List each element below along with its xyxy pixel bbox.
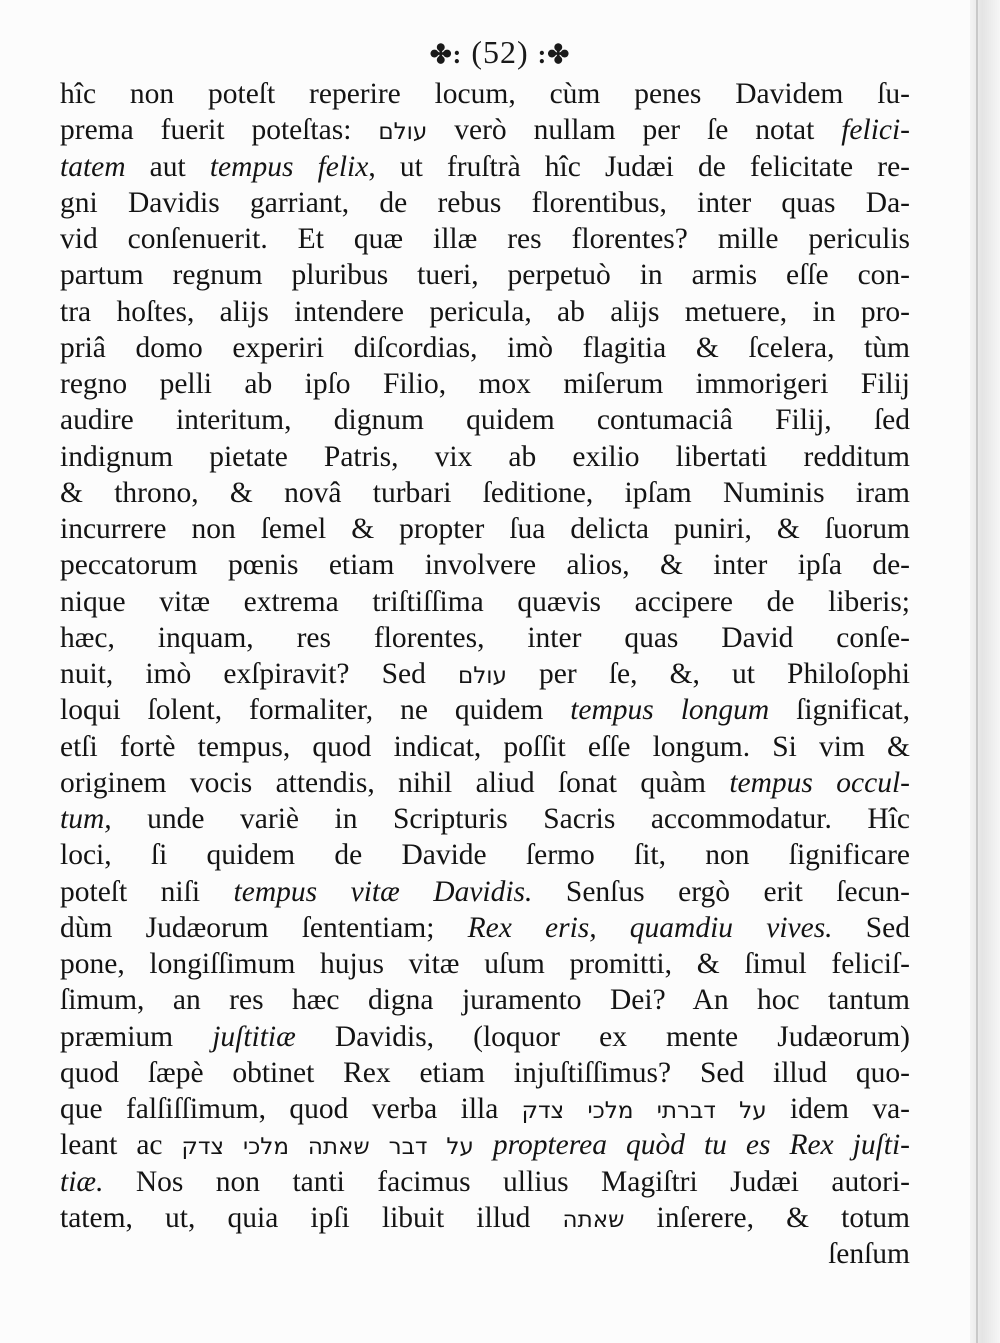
text-line [60,584,910,620]
text-line [60,837,910,873]
text-span: præmium [60,1020,213,1053]
hebrew-text: עולם [378,119,428,146]
text-line [60,1200,910,1236]
text-span: unde variè in Scripturis Sacris accommodatur. Hîc [111,803,910,835]
text-span: gni Davidis garriant, de rebus florentibus, inter quas Da- [60,186,910,219]
text-line [60,76,910,112]
text-span: & throno, & novâ turbari ſeditione, ipſam Numinis iram [60,476,910,509]
header-ornament-right: :✤ [537,40,571,69]
text-line [60,1019,910,1055]
text-span: poteſt niſi [60,875,234,908]
hebrew-text: על דברתי מלכי צדק [521,1098,767,1124]
text-span: per ſe, &, ut Philoſophi [506,658,910,690]
text-span: partum regnum pluribus tueri, perpetuò in armis eſſe con- [60,259,910,292]
text-span: leant ac [60,1129,182,1162]
text-span [474,1129,493,1161]
text-line [60,656,910,692]
text-span: hæc, inquam, res florentes, inter quas David conſe- [60,621,910,654]
text-line [60,330,910,366]
hebrew-text: שאתה [562,1206,625,1233]
text-line [60,294,910,330]
text-span: loci, ſi quidem de Davide ſermo ſit, non ſignificare [60,839,910,872]
italic-text: tatem [60,150,126,183]
text-line [60,982,910,1018]
italic-text: tempus occul- [729,766,910,799]
text-line [60,257,910,293]
text-span: prema fuerit poteſtas: [60,114,379,147]
text-line [60,1127,910,1163]
italic-text: tiæ. [60,1165,104,1198]
text-line [60,439,910,475]
text-span: originem vocis attendis, nihil aliud ſonat quàm [60,766,730,799]
text-line [60,1164,910,1200]
text-line [60,366,910,402]
text-span: verò nullam per ſe notat [427,114,842,147]
text-line [60,1055,910,1091]
page-edge-line [976,0,978,1343]
text-span: Nos non tanti facimus ullius Magiſtri Judæi autori- [103,1165,910,1198]
text-span: inſerere, & totum [624,1201,910,1234]
text-line [60,692,910,728]
text-span: dùm Judæorum ſententiam; [60,911,468,944]
header-ornament-left: ✤: [429,40,463,69]
text-span: ſimum, an res hæc digna juramento Dei? An hoc tantum [60,984,910,1017]
italic-text: propterea quòd tu es Rex juſti- [492,1129,910,1162]
text-span: tatem, ut, quia ipſi libuit illud [60,1201,563,1234]
text-span: regno pelli ab ipſo Filio, mox miſerum immorigeri Filij [60,368,910,400]
text-span: hîc non poteſt reperire locum, cùm penes Davidem ſu- [60,78,910,110]
text-line [60,511,910,547]
text-line [60,547,910,583]
text-line [60,874,910,910]
text-line [60,765,910,801]
text-span: incurrere non ſemel & propter ſua delicta puniri, & ſuorum [60,513,910,545]
text-line [60,149,910,185]
text-line [60,1236,910,1272]
text-line [60,221,910,257]
text-line [60,402,910,438]
text-span: , ut fruſtrà hîc Judæi de felicitate re- [368,150,910,183]
text-span: que falſiſſimum, quod verba illa [60,1093,522,1125]
text-span: audire interitum, dignum quidem contumaciâ Filij, ſed [60,404,910,437]
text-span: tra hoſtes, alijs intendere pericula, ab alijs metuere, in pro- [60,295,910,328]
text-span: idem va- [766,1093,910,1125]
body-text [60,76,910,1272]
text-span: quod ſæpè obtinet Rex etiam injuſtiſſimus? Sed illud quo- [60,1056,910,1089]
text-span: aut [125,150,210,183]
text-span: loqui ſolent, formaliter, ne quidem [60,694,571,727]
text-span: vid conſenuerit. Et quæ illæ res florentes? mille periculis [60,223,910,255]
text-span: pone, longiſſimum hujus vitæ uſum promitti, & ſimul feliciſ- [60,948,910,980]
hebrew-text: על דבר שאתה מלכי צדק [181,1134,474,1161]
italic-text: tempus longum [570,694,770,727]
italic-text: tempus felix [209,150,369,183]
text-line [60,620,910,656]
text-span: etſi fortè tempus, quod indicat, poſſit eſſe longum. Si vim & [60,730,910,763]
text-span: ſignificat, [769,694,910,727]
page-number: (52) [471,34,529,70]
text-span: priâ domo experiri diſcordias, imò flagitia & ſcelera, tùm [60,331,910,364]
text-line [60,1091,910,1127]
italic-text: tum, [60,803,112,835]
text-line [60,910,910,946]
text-span: Davidis, (loquor ex mente Judæorum) [295,1020,910,1053]
italic-text: tempus vitæ Davidis. [233,875,533,908]
italic-text: juſtitiæ [212,1020,296,1053]
text-line [60,475,910,511]
text-span: nuit, imò exſpiravit? Sed [60,658,458,690]
text-line [60,946,910,982]
text-span: Sed [832,911,910,944]
text-span: ſenſum [828,1238,910,1270]
page-header [0,34,1000,71]
text-span: Senſus ergò erit ſecun- [532,875,910,908]
text-line [60,729,910,765]
text-line [60,185,910,221]
text-span: nique vitæ extrema triſtiſſima quævis accipere de liberis; [60,585,910,618]
text-line [60,801,910,837]
italic-text: felici- [841,114,910,147]
text-line [60,112,910,148]
italic-text: Rex eris, quamdiu vives. [467,911,833,944]
text-span: peccatorum pœnis etiam involvere alios, & inter ipſa de- [60,549,910,582]
hebrew-text: עולם [457,663,507,689]
text-span: indignum pietate Patris, vix ab exilio libertati redditum [60,440,910,473]
page-edge-shadow [970,0,1000,1343]
